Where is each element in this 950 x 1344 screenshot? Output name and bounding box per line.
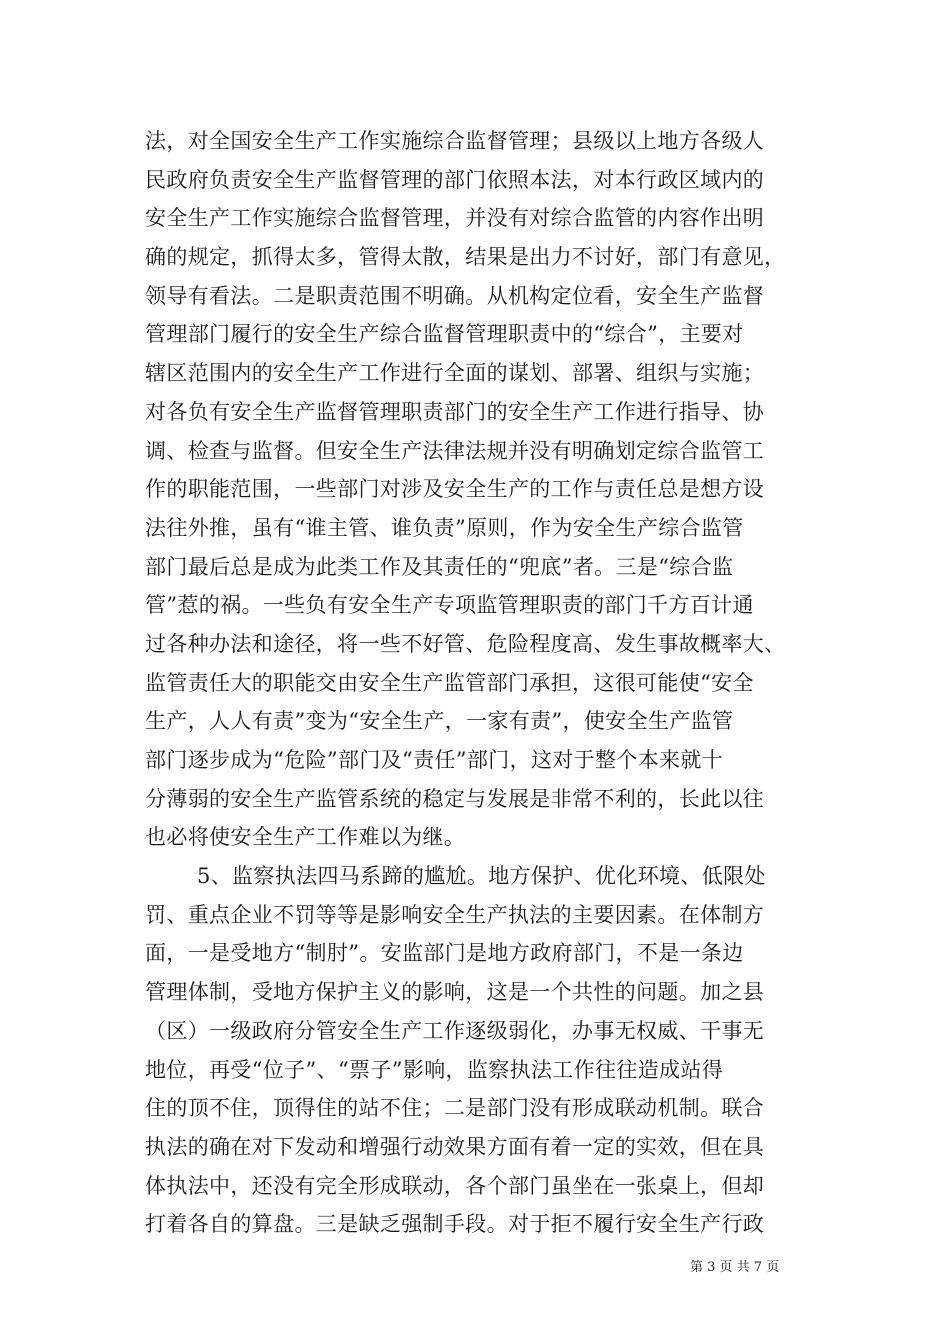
text-line: 领导有看法。二是职责范围不明确。从机构定位看，安全生产监督 <box>145 283 765 308</box>
text-line: 罚、重点企业不罚等等是影响安全生产执法的主要因素。在体制方 <box>145 902 765 927</box>
text-line: 确的规定，抓得太多，管得太散，结果是出力不讨好，部门有意见， <box>145 245 786 270</box>
text-line: 民政府负责安全生产监督管理的部门依照本法，对本行政区域内的 <box>145 167 765 192</box>
page-number-footer: 第 3 页 共 7 页 <box>690 1260 780 1275</box>
text-line: 打着各自的算盘。三是缺乏强制手段。对于拒不履行安全生产行政 <box>145 1212 765 1237</box>
text-line: 管”惹的祸。一些负有安全生产专项监管理职责的部门千方百计通 <box>145 593 754 618</box>
text-line: 对各负有安全生产监督管理职责部门的安全生产工作进行指导、协 <box>145 399 765 424</box>
text-line: 作的职能范围，一些部门对涉及安全生产的工作与责任总是想方设 <box>145 477 765 502</box>
text-line: 管理部门履行的安全生产综合监督管理职责中的“综合”，主要对 <box>145 322 744 347</box>
text-line: 生产，人人有责”变为“安全生产，一家有责”，使安全生产监管 <box>145 709 734 734</box>
body-text <box>145 122 815 1244</box>
text-line: 部门最后总是成为此类工作及其责任的“兜底”者。三是“综合监 <box>145 554 734 579</box>
text-line: 体执法中，还没有完全形成联动，各个部门虽坐在一张桌上，但却 <box>145 1173 765 1198</box>
text-line: 部门逐步成为“危险”部门及“责任”部门，这对于整个本来就十 <box>145 748 724 772</box>
text-line: 面，一是受地方“制肘”。安监部门是地方政府部门，不是一条边 <box>145 941 744 966</box>
text-line: 辖区范围内的安全生产工作进行全面的谋划、部署、组织与实施； <box>145 361 765 386</box>
text-line: 调、检查与监督。但安全生产法律法规并没有明确划定综合监管工 <box>145 438 765 463</box>
text-line: 也必将使安全生产工作难以为继。 <box>145 825 466 850</box>
text-line: 分薄弱的安全生产监管系统的稳定与发展是非常不利的，长此以往 <box>145 786 765 811</box>
paragraph-start-line: 5、监察执法四马系蹄的尴尬。地方保护、优化环境、低限处 <box>197 864 766 889</box>
text-line: 住的顶不住，顶得住的站不住；二是部门没有形成联动机制。联合 <box>145 1096 765 1121</box>
text-line: 法，对全国安全生产工作实施综合监督管理；县级以上地方各级人 <box>145 129 765 153</box>
text-line: 安全生产工作实施综合监督管理，并没有对综合监管的内容作出明 <box>145 206 765 231</box>
text-line: 监管责任大的职能交由安全生产监管部门承担，这很可能使“安全 <box>145 670 754 695</box>
text-line: 管理体制，受地方保护主义的影响，这是一个共性的问题。加之县 <box>145 980 765 1005</box>
text-line: 地位，再受“位子”、“票子”影响，监察执法工作往往造成站得 <box>145 1057 724 1082</box>
text-line: 法往外推，虽有“谁主管、谁负责”原则，作为安全生产综合监管 <box>145 515 744 540</box>
text-line: 过各种办法和途径，将一些不好管、危险程度高、发生事故概率大、 <box>145 631 786 656</box>
text-line: （区）一级政府分管安全生产工作逐级弱化，办事无权威、干事无 <box>145 1018 765 1043</box>
text-line: 执法的确在对下发动和增强行动效果方面有着一定的实效，但在具 <box>145 1134 765 1159</box>
